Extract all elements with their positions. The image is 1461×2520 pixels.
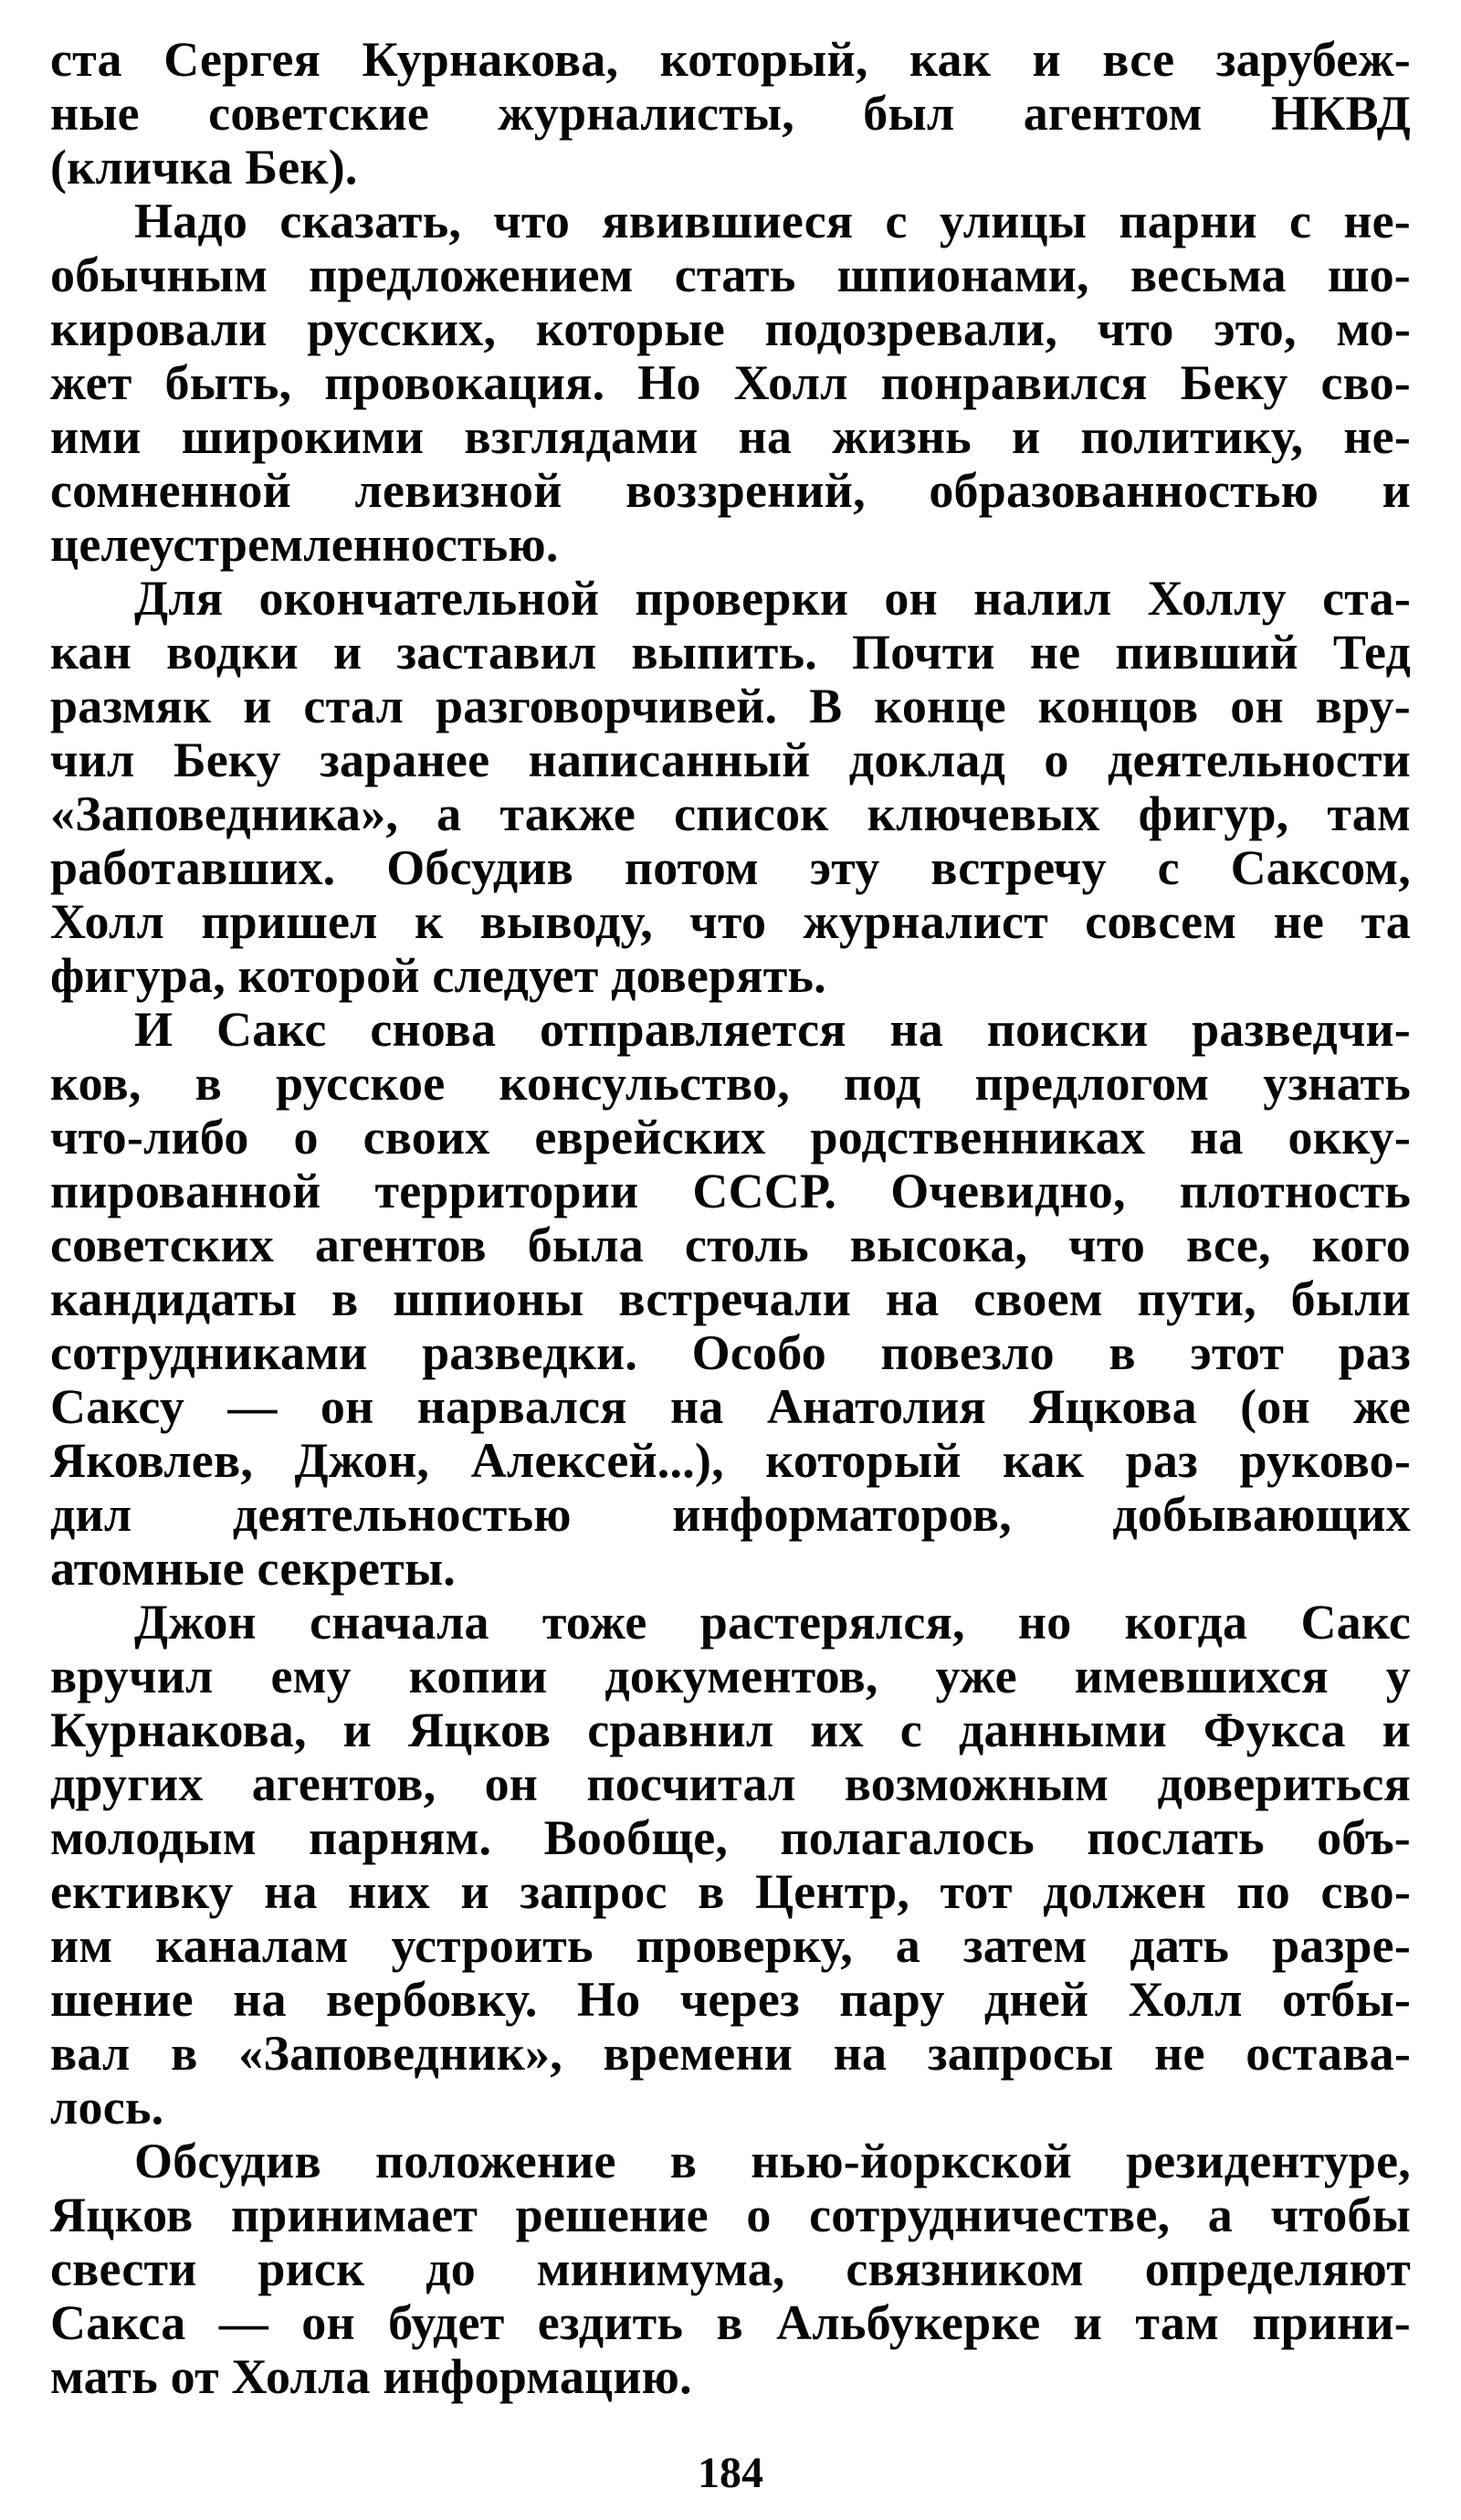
text-line: им каналам устроить проверку, а затем дать разре- [50, 1918, 1411, 1973]
text-line: (кличка Бек). [50, 140, 358, 195]
text-line: фигура, которой следует доверять. [50, 948, 826, 1003]
text-line: вал в «Заповедник», времени на запросы не остава- [50, 2026, 1411, 2081]
page-number: 184 [698, 2449, 763, 2497]
text-line: сотрудниками разведки. Особо повезло в этот раз [50, 1325, 1411, 1380]
paragraph [50, 1596, 1411, 2135]
text-line: Саксу — он нарвался на Анатолия Яцкова (он же [50, 1379, 1411, 1434]
text-line: «Заповедника», а также список ключевых фигур, там [50, 786, 1411, 841]
text-line: атомные секреты. [50, 1541, 457, 1596]
text-line: Холл пришел к выводу, что журналист совсем не та [50, 894, 1411, 949]
text-line: Яковлев, Джон, Алексей...), который как раз руково- [50, 1433, 1411, 1488]
text-line: ные советские журналисты, был агентом НКВД [50, 86, 1411, 141]
text-line: Надо сказать, что явившиеся с улицы парни с не- [134, 194, 1411, 248]
text-line: чил Беку заранее написанный доклад о деятельности [50, 733, 1411, 787]
text-line: что-либо о своих еврейских родственниках на окку- [50, 1110, 1411, 1165]
text-column [50, 33, 1411, 2404]
text-line: Сакса — он будет ездить в Альбукерке и там прини- [50, 2295, 1411, 2350]
text-line: советских агентов была столь высока, что все, кого [50, 1218, 1411, 1272]
paragraph [50, 195, 1411, 572]
text-line: кан водки и заставил выпить. Почти не пивший Тед [50, 625, 1411, 680]
paragraph [50, 572, 1411, 1003]
text-line: работавших. Обсудив потом эту встречу с Саксом, [50, 840, 1411, 895]
text-line: Джон сначала тоже растерялся, но когда Сакс [134, 1595, 1411, 1650]
text-line: ков, в русское консульство, под предлогом узнать [50, 1056, 1411, 1111]
text-line: свести риск до минимума, связником определяют [50, 2241, 1411, 2296]
text-line: жет быть, провокация. Но Холл понравился Беку сво- [50, 355, 1411, 410]
text-line: ективку на них и запрос в Центр, тот должен по сво- [50, 1864, 1411, 1919]
text-line: ста Сергея Курнакова, который, как и все зарубеж- [50, 32, 1411, 87]
text-line: обычным предложением стать шпионами, весьма шо- [50, 248, 1411, 302]
text-line: шение на вербовку. Но через пару дней Холл отбы- [50, 1972, 1411, 2027]
text-line: Для окончательной проверки он налил Холлу ста- [134, 571, 1411, 626]
text-line: молодым парням. Вообще, полагалось послать объ- [50, 1810, 1411, 1865]
text-line: размяк и стал разговорчивей. В конце концов он вру- [50, 679, 1411, 733]
paragraph [50, 1003, 1411, 1596]
text-line: мать от Холла информацию. [50, 2349, 692, 2404]
text-line: лось. [50, 2080, 164, 2135]
text-line: ими широкими взглядами на жизнь и политику, не- [50, 409, 1411, 464]
text-line: сомненной левизной воззрений, образованностью и [50, 463, 1411, 518]
text-line: пированной территории СССР. Очевидно, плотность [50, 1164, 1411, 1218]
text-line: других агентов, он посчитал возможным довериться [50, 1756, 1411, 1811]
text-line: Яцков принимает решение о сотрудничестве, а чтобы [50, 2188, 1411, 2242]
text-line: вручил ему копии документов, уже имевшихся у [50, 1649, 1411, 1703]
text-line: И Сакс снова отправляется на поиски разведчи- [134, 1002, 1411, 1057]
text-line: Курнакова, и Яцков сравнил их с данными Фукса и [50, 1703, 1411, 1757]
text-line: кировали русских, которые подозревали, что это, мо- [50, 301, 1411, 356]
text-line: целеустремленностью. [50, 517, 559, 572]
paragraph [50, 2135, 1411, 2404]
text-line: кандидаты в шпионы встречали на своем пути, были [50, 1271, 1411, 1326]
text-line: Обсудив положение в нью-йоркской резидентуре, [134, 2134, 1411, 2188]
text-line: дил деятельностью информаторов, добывающих [50, 1487, 1411, 1542]
paragraph [50, 33, 1411, 195]
